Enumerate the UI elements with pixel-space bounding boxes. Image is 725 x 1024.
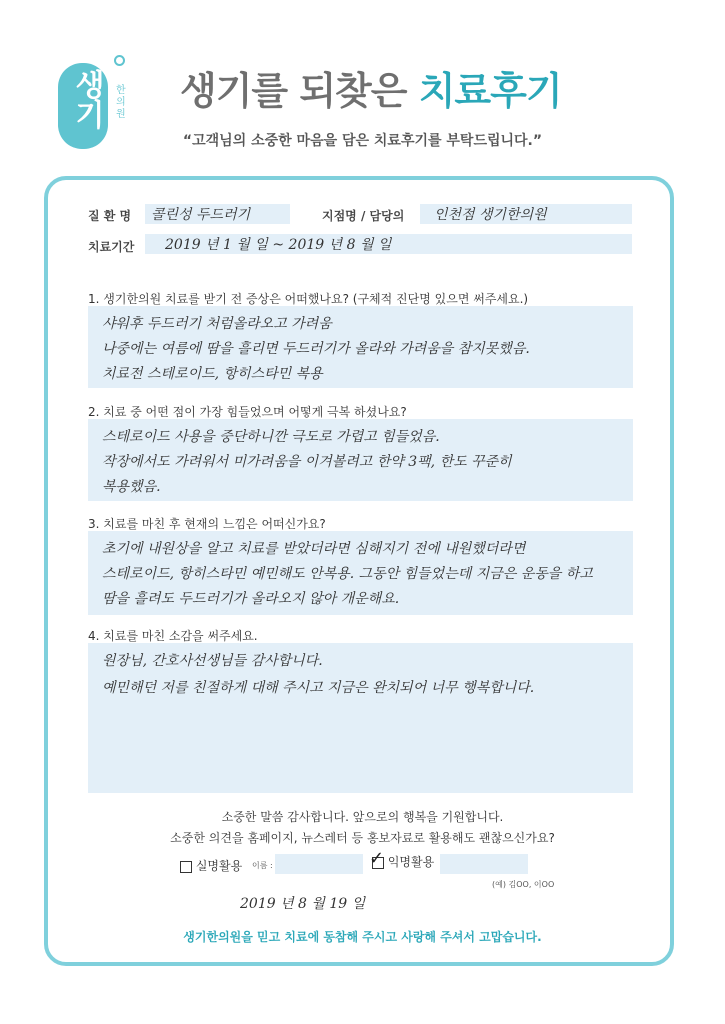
signature-date: 2019 년 8 월 19 일 <box>240 896 366 912</box>
answer-line: 나중에는 여름에 땀을 흘리면 두드러기가 올라와 가려움을 참지못했음. <box>102 341 530 357</box>
answer-line: 원장님, 간호사선생님들 감사합니다. <box>102 653 323 669</box>
logo-dot-icon <box>114 55 125 66</box>
answer-3[interactable] <box>88 531 633 615</box>
question-1: 1. 생기한의원 치료를 받기 전 증상은 어떠했나요? (구체적 진단명 있으면 써주세요.) <box>88 292 529 306</box>
answer-line: 작장에서도 가려워서 미가려움을 이겨볼려고 한약 3팩, 한도 꾸준히 <box>102 454 512 470</box>
name-input[interactable] <box>275 854 363 874</box>
answer-line: 땀을 흘려도 두드러기가 올라오지 않아 개운해요. <box>102 591 400 607</box>
footer-message: 생기한의원을 믿고 치료에 동참해 주시고 사랑해 주셔서 고맙습니다. <box>183 930 542 944</box>
closing-line-1: 소중한 말씀 감사합니다. 앞으로의 행복을 기원합니다. <box>221 810 504 824</box>
answer-line: 스테로이드 사용을 중단하니깐 극도로 가렵고 힘들었음. <box>102 429 440 445</box>
anonymous-label: 익명활용 <box>387 855 435 869</box>
period-label: 치료기간 <box>88 240 135 254</box>
question-3: 3. 치료를 마친 후 현재의 느낌은 어떠신가요? <box>88 517 326 531</box>
answer-line: 스테로이드, 항히스타민 예민해도 안복용. 그동안 힘들었는데 지금은 운동을 하고 <box>102 566 593 582</box>
disease-field[interactable] <box>145 204 290 224</box>
answer-line: 복용했음. <box>102 479 161 495</box>
anonymous-checkbox[interactable] <box>369 847 385 869</box>
example-note: (예) 김OO, 이OO <box>492 880 555 889</box>
period-field[interactable] <box>145 234 632 254</box>
real-name-label: 실명활용 <box>195 859 243 873</box>
anonymous-option[interactable] <box>369 847 435 870</box>
logo-text: 생기 <box>69 69 104 129</box>
question-2: 2. 치료 중 어떤 점이 가장 힘들었으며 어떻게 극복 하셨나요? <box>88 405 407 419</box>
real-name-option[interactable] <box>180 857 242 874</box>
title-main: 생기를 되찾은 <box>180 69 419 113</box>
answer-2[interactable] <box>88 419 633 501</box>
branch-field[interactable] <box>420 204 632 224</box>
answer-line: 예민해던 저를 친절하게 대해 주시고 지금은 완치되어 너무 행복합니다. <box>102 680 535 696</box>
answer-line: 초기에 내원상을 알고 치료를 받았더라면 심해지기 전에 내원했더라면 <box>102 541 526 557</box>
name-label: 이름 : <box>252 861 273 870</box>
closing-line-2: 소중한 의견을 홈페이지, 뉴스레터 등 홍보자료로 활용해도 괜찮으신가요? <box>170 831 555 845</box>
check-mark-icon: ✓ <box>369 847 385 869</box>
real-name-checkbox[interactable] <box>180 861 192 873</box>
disease-label: 질 환 명 <box>88 209 132 223</box>
question-4: 4. 치료를 마친 소감을 써주세요. <box>88 629 258 643</box>
answer-4[interactable] <box>88 643 633 793</box>
branch-value: 인천점 생기한의원 <box>434 207 547 223</box>
disease-value: 콜린성 두드러기 <box>151 207 251 223</box>
answer-1[interactable] <box>88 306 633 388</box>
answer-line: 샤워후 두드러기 처럼올라오고 가려움 <box>102 316 332 332</box>
page-title <box>180 60 562 115</box>
answer-line: 치료전 스테로이드, 항히스타민 복용 <box>102 366 323 382</box>
logo-vertical-text: 한의원 <box>116 85 126 120</box>
title-accent: 치료후기 <box>418 69 562 113</box>
branch-label: 지점명 / 담당의 <box>322 209 405 223</box>
period-value: 2019 년 1 월 일 ~ 2019 년 8 월 일 <box>165 237 392 253</box>
anonymous-input[interactable] <box>440 854 528 874</box>
page-subtitle: “고객님의 소중한 마음을 담은 치료후기를 부탁드립니다.” <box>182 133 543 149</box>
